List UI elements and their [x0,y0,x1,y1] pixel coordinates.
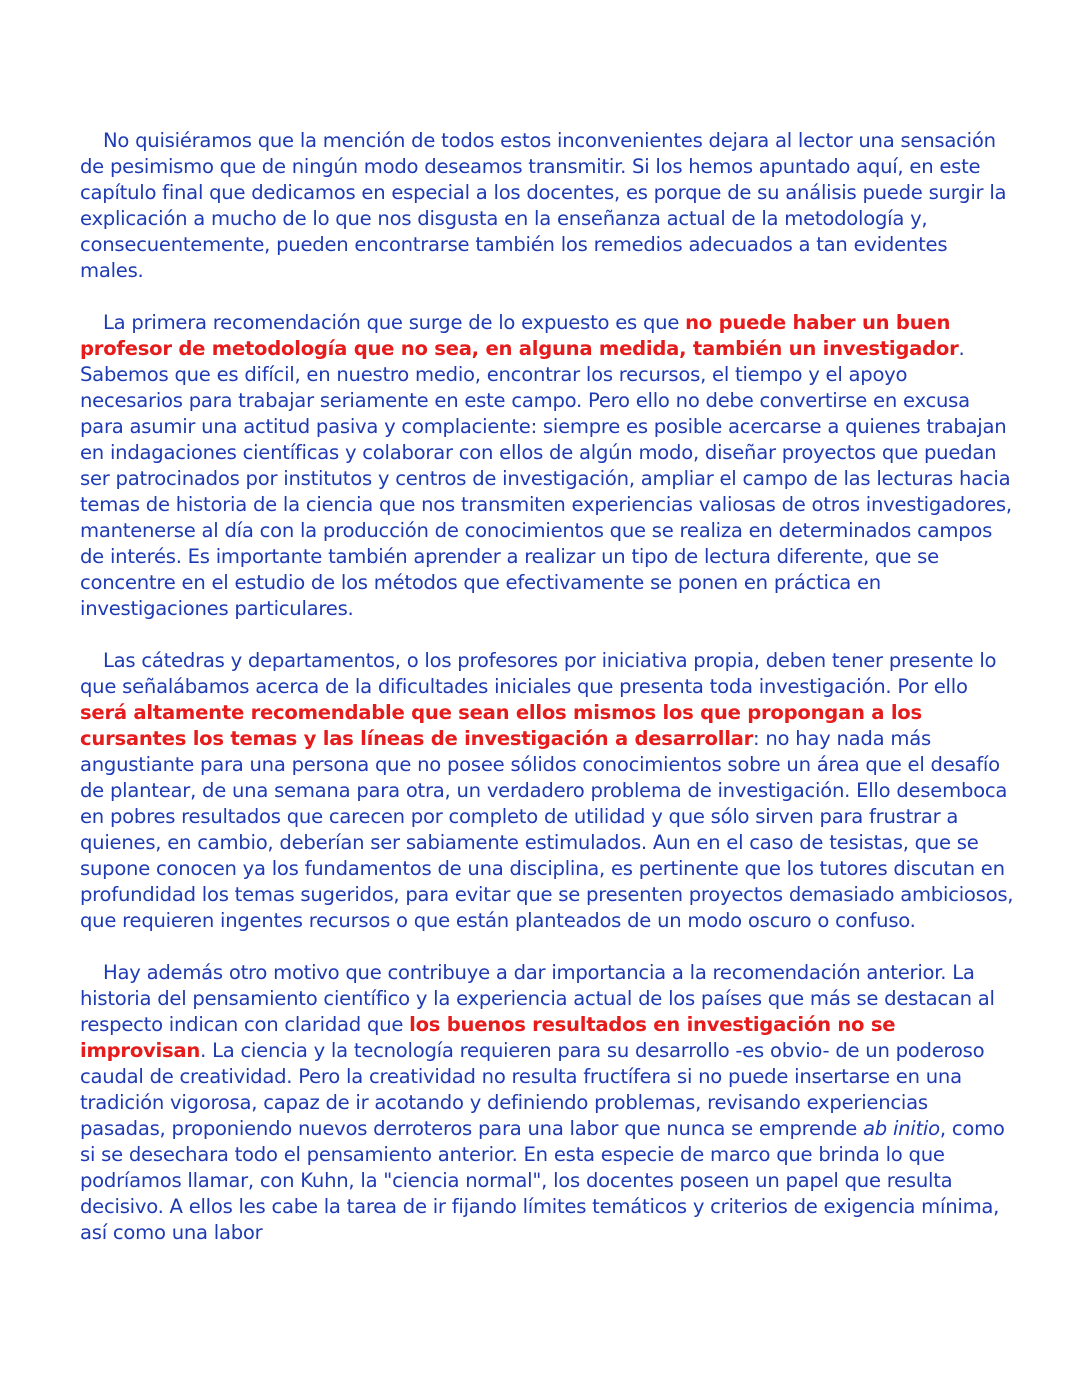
paragraph-2-highlight: no puede haber un buen profesor de metodología que no sea, en alguna medida, también un investigador [80,311,959,360]
paragraph-1 [80,128,1015,284]
document-page [80,128,1015,1272]
paragraph-4 [80,960,1015,1246]
paragraph-1-text: No quisiéramos que la mención de todos estos inconvenientes dejara al lector una sensación de pesimismo que de ningún modo deseamos transmitir. Si los hemos apuntado aquí, en este capítulo final que dedicamos en especial a los docentes, es porque de su análisis puede surgir la explicación a mucho de lo que nos disgusta en la enseñanza actual de la metodología y, consecuentemente, pueden encontrarse también los remedios adecuados a tan evidentes males. [80,129,1007,282]
paragraph-3 [80,648,1015,934]
paragraph-3-text-b: : no hay nada más angustiante para una persona que no posee sólidos conocimientos sobre un área que el desafío de plantear, de una semana para otra, un verdadero problema de investigación. Ello desemboca en pobres resultados que carecen por completo de utilidad y que sólo sirven para frustrar a quienes, en cambio, deberían ser sabiamente estimulados. Aun en el caso de tesistas, que se supone conocen ya los fundamentos de una disciplina, es pertinente que los tutores discutan en profundidad los temas sugeridos, para evitar que se presenten proyectos demasiado ambiciosos, que requieren ingentes recursos o que están planteados de un modo oscuro o confuso. [80,727,1014,932]
paragraph-4-text-b: . La ciencia y la tecnología requieren para su desarrollo -es obvio- de un poderoso caudal de creatividad. Pero la creatividad no resulta fructífera si no puede insertarse en una tradición vigorosa, capaz de ir acotando y definiendo problemas, revisando experiencias pasadas, proponiendo nuevos derroteros para una labor que nunca se emprende [80,1039,985,1140]
paragraph-2-text-b: . Sabemos que es difícil, en nuestro medio, encontrar los recursos, el tiempo y el apoyo necesarios para trabajar seriamente en este campo. Pero ello no debe convertirse en excusa para asumir una actitud pasiva y complaciente: siempre es posible acercarse a quienes trabajan en indagaciones científicas y colaborar con ellos de algún modo, diseñar proyectos que puedan ser patrocinados por institutos y centros de investigación, ampliar el campo de las lecturas hacia temas de historia de la ciencia que nos transmiten experiencias valiosas de otros investigadores, mantenerse al día con la producción de conocimientos que se realiza en determinados campos de interés. Es importante también aprender a realizar un tipo de lectura diferente, que se concentre en el estudio de los métodos que efectivamente se ponen en práctica en investigaciones particulares. [80,337,1012,620]
paragraph-2-text-a: La primera recomendación que surge de lo expuesto es que [103,311,686,334]
paragraph-4-text-c: , como si se desechara todo el pensamiento anterior. En esta especie de marco que brinda lo que podríamos llamar, con Kuhn, la "ciencia normal", los docentes poseen un papel que resulta decisivo. A ellos les cabe la tarea de ir fijando límites temáticos y criterios de exigencia mínima, así como una labor [80,1117,1005,1244]
paragraph-3-highlight: será altamente recomendable que sean ellos mismos los que propongan a los cursantes los temas y las líneas de investigación a desarrollar [80,701,922,750]
paragraph-4-italic: ab initio [863,1117,940,1140]
paragraph-4-highlight: los buenos resultados en investigación no se improvisan [80,1013,896,1062]
paragraph-4-text-a: Hay además otro motivo que contribuye a dar importancia a la recomendación anterior. La historia del pensamiento científico y la experiencia actual de los países que más se destacan al respecto indican con claridad que [80,961,995,1036]
paragraph-3-text-a: Las cátedras y departamentos, o los profesores por iniciativa propia, deben tener presente lo que señalábamos acerca de la dificultades iniciales que presenta toda investigación. Por ello [80,649,997,698]
paragraph-2 [80,310,1015,622]
